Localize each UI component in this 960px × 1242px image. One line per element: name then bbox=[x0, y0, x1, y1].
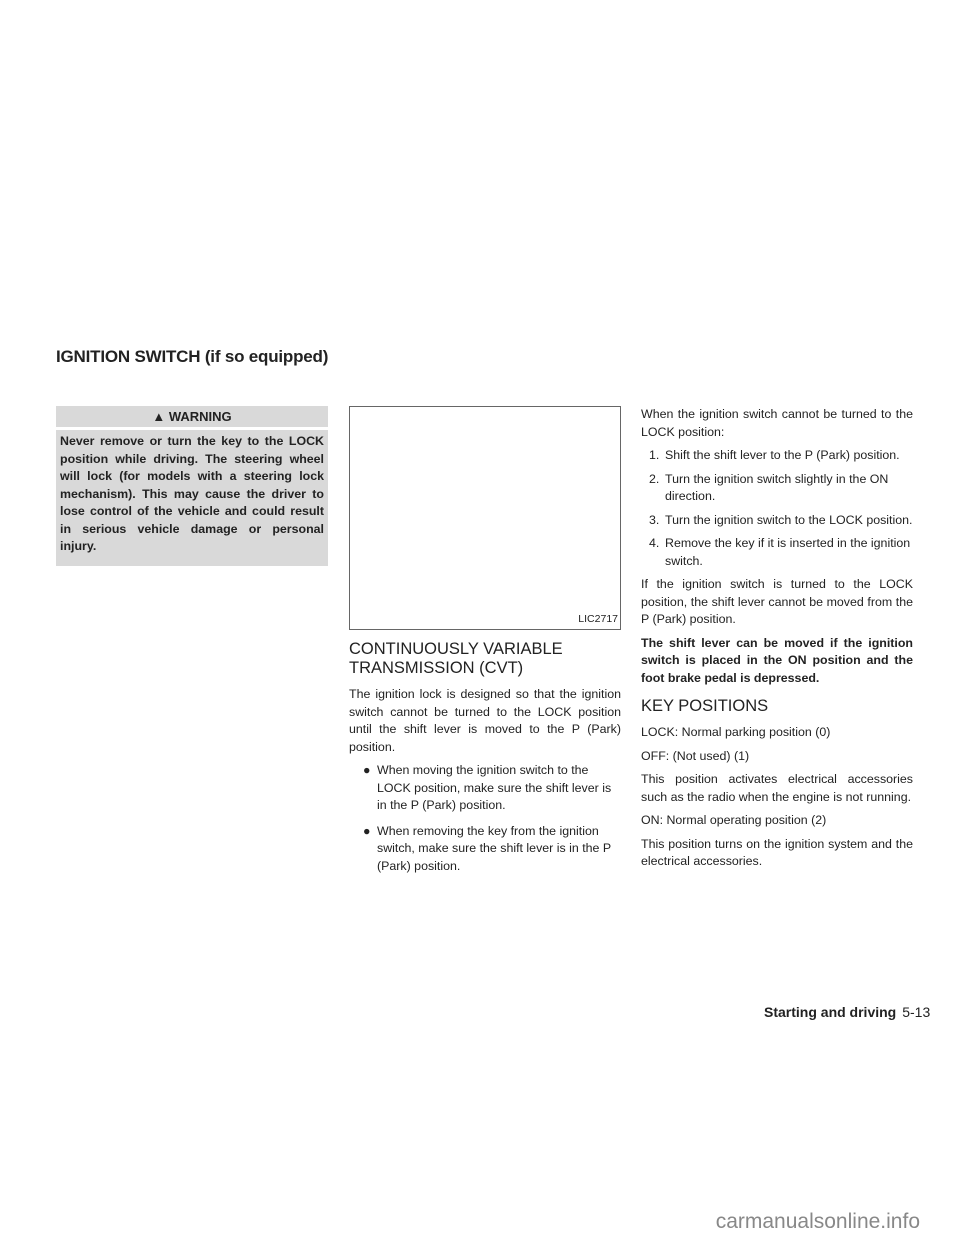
bullet-icon: ● bbox=[363, 823, 371, 838]
step-number: 3. bbox=[649, 512, 660, 527]
right-column bbox=[641, 406, 913, 877]
footer-section: Starting and driving bbox=[764, 1004, 897, 1020]
step-text: Remove the key if it is inserted in the ignition switch. bbox=[665, 536, 911, 568]
figure bbox=[349, 406, 621, 630]
step-number: 2. bbox=[649, 471, 660, 486]
warning-label: WARNING bbox=[168, 409, 232, 424]
step bbox=[649, 471, 913, 506]
key-line: OFF: (Not used) (1) bbox=[641, 748, 750, 763]
step-number: 1. bbox=[649, 448, 660, 462]
page-number: 5-13 bbox=[902, 1004, 931, 1020]
bullet-text: When moving the ignition switch to the LOCK position, make sure the shift lever is in the P (Park) position. bbox=[377, 763, 612, 812]
step bbox=[649, 535, 913, 570]
step-number: 4. bbox=[649, 536, 660, 550]
warning-header bbox=[56, 406, 328, 427]
warning-triangle-icon: ▲ bbox=[152, 409, 166, 424]
step bbox=[649, 447, 913, 465]
bold-note: The shift lever can be moved if the ignition switch is placed in the ON position and the foot brake pedal is depressed. bbox=[641, 635, 913, 685]
key-positions-heading: KEY POSITIONS bbox=[641, 697, 769, 715]
bullet-item bbox=[363, 762, 621, 815]
key-line: ON: Normal operating position (2) bbox=[641, 813, 827, 827]
paragraph: If the ignition switch is turned to the LOCK position, the shift lever cannot be moved from the P (Park) position. bbox=[641, 577, 913, 626]
warning-box bbox=[56, 406, 328, 566]
cvt-column bbox=[349, 406, 621, 883]
step-text: Shift the shift lever to the P (Park) position. bbox=[665, 448, 900, 462]
step-text: Turn the ignition switch to the LOCK position. bbox=[665, 512, 913, 527]
key-line: This position turns on the ignition system and the electrical accessories. bbox=[641, 836, 913, 868]
step-text: Turn the ignition switch slightly in the ON direction. bbox=[665, 471, 889, 503]
watermark: carmanualsonline.info bbox=[715, 1210, 920, 1233]
procedure-intro: When the ignition switch cannot be turned to the LOCK position: bbox=[641, 407, 913, 439]
step bbox=[649, 512, 913, 530]
bullet-icon: ● bbox=[363, 763, 371, 777]
key-line: LOCK: Normal parking position (0) bbox=[641, 725, 831, 739]
bullet-item bbox=[363, 823, 621, 876]
figure-code: LIC2717 bbox=[578, 612, 618, 625]
key-line: This position activates electrical accessories such as the radio when the engine is not running. bbox=[641, 772, 913, 804]
cvt-intro: The ignition lock is designed so that the ignition switch cannot be turned to the LOCK position until the shift lever is moved to the P (Park) position. bbox=[349, 687, 621, 754]
bullet-text: When removing the key from the ignition switch, make sure the shift lever is in the P (Park) position. bbox=[377, 823, 611, 873]
section-title: IGNITION SWITCH (if so equipped) bbox=[56, 347, 329, 366]
page-footer bbox=[764, 1004, 930, 1020]
cvt-heading: CONTINUOUSLY VARIABLE TRANSMISSION (CVT) bbox=[349, 640, 563, 677]
warning-text: Never remove or turn the key to the LOCK position while driving. The steering wheel will lock (for models with a steering lock mechanism). This may cause the driver to lose control of the vehicle and could result in serious vehicle damage or personal injury. bbox=[56, 430, 328, 566]
